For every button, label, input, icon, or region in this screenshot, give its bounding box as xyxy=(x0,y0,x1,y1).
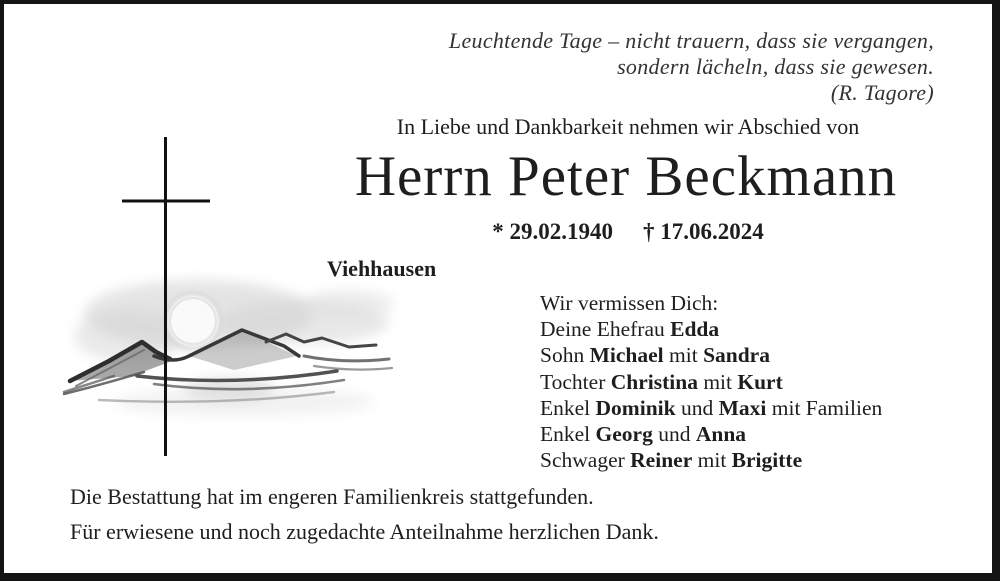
mourner-name: Christina xyxy=(610,369,698,394)
mourner-name: Maxi xyxy=(718,395,767,420)
deceased-name: Herrn Peter Beckmann xyxy=(354,145,898,208)
mourner-line xyxy=(540,369,882,395)
mourners-list xyxy=(540,290,882,473)
mourner-line xyxy=(540,342,882,368)
mourner-line xyxy=(540,316,882,342)
mourner-relation: mit Familien xyxy=(766,395,883,420)
death-date: † 17.06.2024 xyxy=(643,219,764,244)
mourner-relation: Sohn xyxy=(540,343,590,368)
mourner-name: Dominik xyxy=(595,395,676,420)
memorial-illustration xyxy=(44,119,404,467)
closing-line-1: Die Bestattung hat im engeren Familienkreis stattgefunden. xyxy=(70,484,594,509)
mourner-relation: Schwager xyxy=(540,448,631,473)
mourner-relation: und xyxy=(675,395,719,420)
mourner-line xyxy=(540,447,882,473)
mourner-relation: mit xyxy=(697,369,738,394)
mourner-name: Reiner xyxy=(630,448,693,473)
mourner-line xyxy=(540,395,882,421)
mourner-line xyxy=(540,421,882,447)
mourner-name: Sandra xyxy=(703,343,770,368)
mourner-relation: Tochter xyxy=(540,369,611,394)
mourner-name: Brigitte xyxy=(731,448,803,473)
mourner-relation: und xyxy=(652,422,696,447)
quote-line-1: Leuchtende Tage – nicht trauern, dass sie vergangen, xyxy=(448,28,934,53)
mourner-relation: Enkel xyxy=(540,395,596,420)
announcement-intro: In Liebe und Dankbarkeit nehmen wir Abschied von xyxy=(396,114,860,139)
sun-sketch xyxy=(166,294,220,348)
mourner-relation: Enkel xyxy=(540,422,596,447)
mourner-name: Kurt xyxy=(737,369,783,394)
memorial-quote xyxy=(449,28,934,106)
mourner-name: Edda xyxy=(670,317,720,342)
quote-line-2: sondern lächeln, dass sie gewesen. xyxy=(617,54,934,79)
mourner-lines xyxy=(540,316,882,473)
place-name: Viehhausen xyxy=(327,256,437,281)
quote-attribution: (R. Tagore) xyxy=(830,80,934,105)
mourner-name: Georg xyxy=(595,422,653,447)
mourner-relation: mit xyxy=(663,343,704,368)
birth-date: * 29.02.1940 xyxy=(492,219,613,244)
mourner-name: Michael xyxy=(589,343,664,368)
mourner-relation: Deine Ehefrau xyxy=(540,317,671,342)
closing-line-2: Für erwiesene und noch zugedachte Anteilnahme herzlichen Dank. xyxy=(70,519,659,544)
life-dates xyxy=(326,218,930,245)
mourner-relation: mit xyxy=(692,448,732,473)
mourner-name: Anna xyxy=(695,422,747,447)
mourners-heading: Wir vermissen Dich: xyxy=(540,291,719,315)
